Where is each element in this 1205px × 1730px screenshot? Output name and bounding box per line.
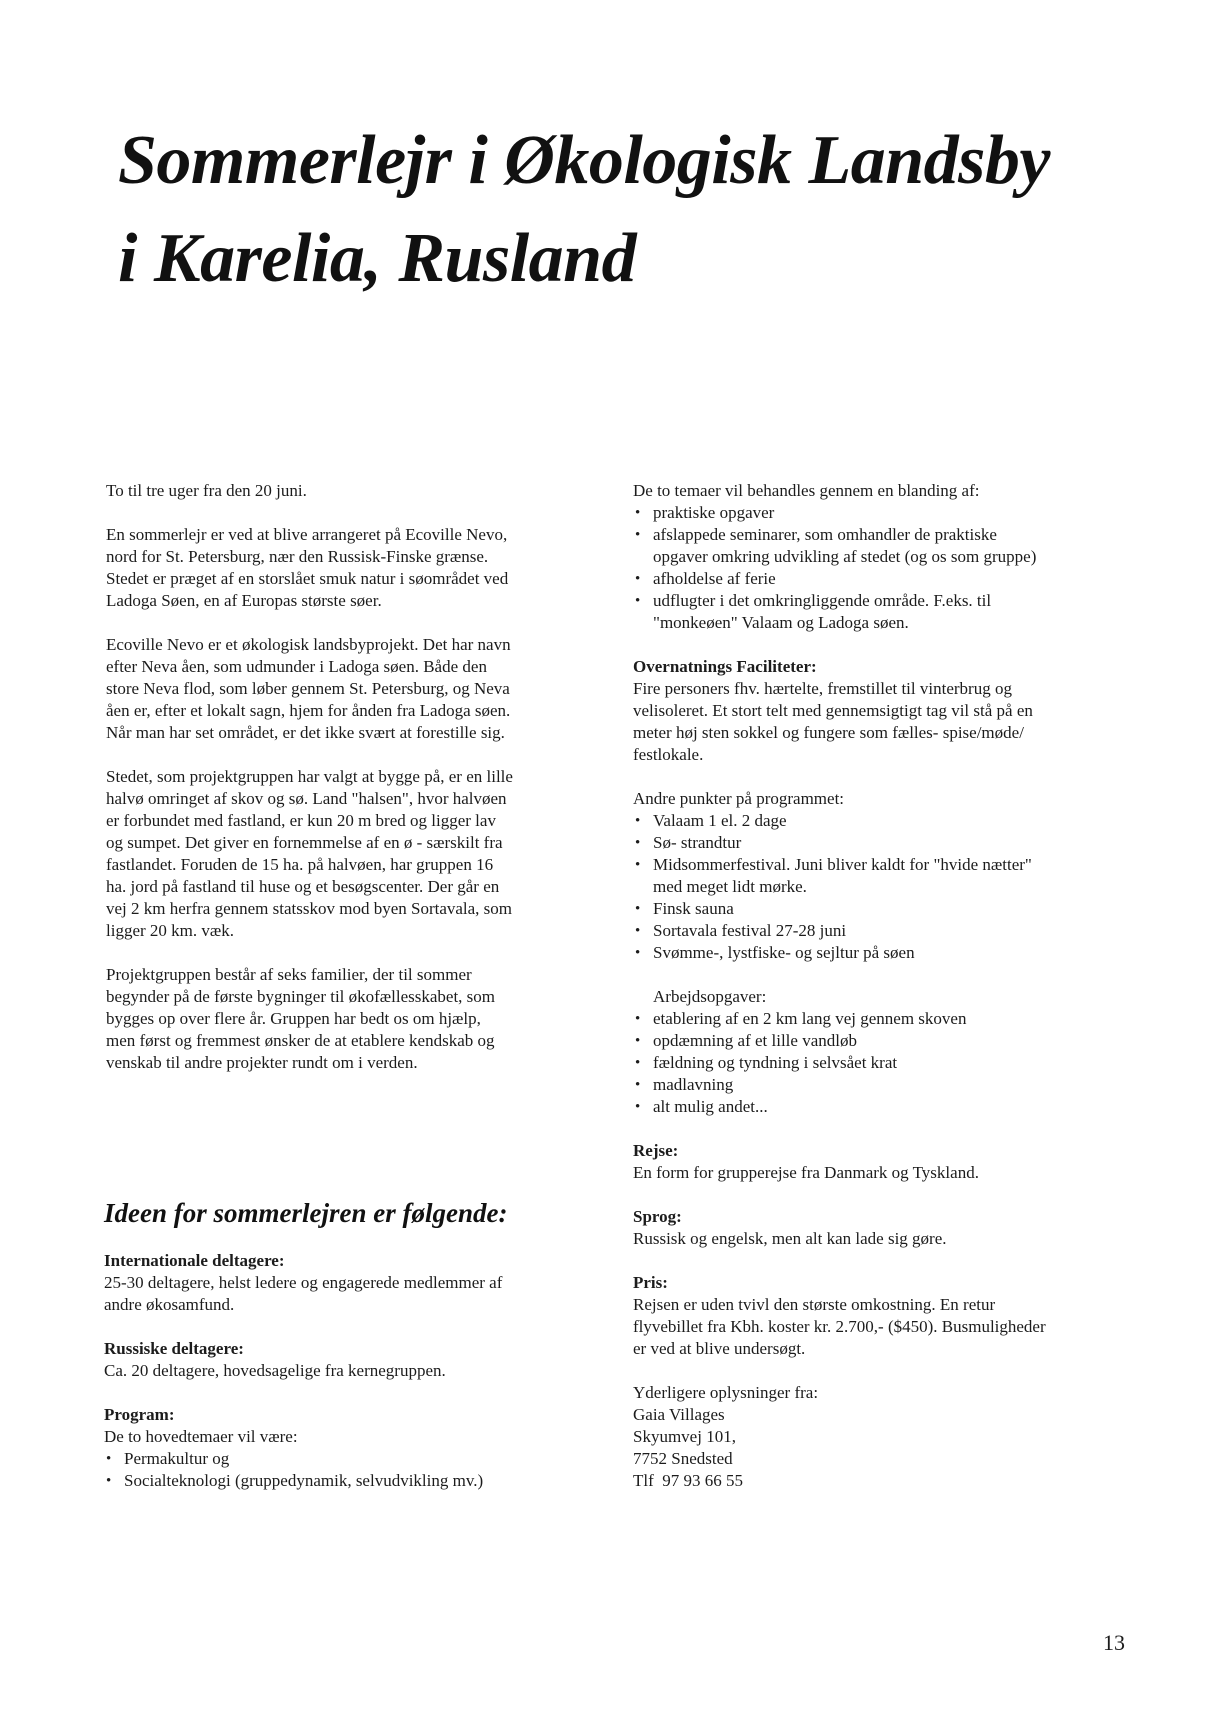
text-line: men først og fremmest ønsker de at etablere kendskab og [106, 1031, 495, 1050]
paragraph-4 [106, 964, 606, 1074]
text-line: En form for grupperejse fra Danmark og Tyskland. [633, 1163, 979, 1182]
text-line: store Neva flod, som løber gennem St. Petersburg, og Neva [106, 679, 510, 698]
text-line: Rejsen er uden tvivl den største omkostning. En retur [633, 1295, 996, 1314]
rejse-heading: Rejse: [633, 1141, 679, 1160]
pris-section [633, 1272, 1153, 1360]
text-line: festlokale. [633, 745, 704, 764]
text-line: bygges op over flere år. Gruppen har bedt os om hjælp, [106, 1009, 481, 1028]
text-line: Stedet er præget af en storslået smuk natur i søområdet ved [106, 569, 509, 588]
themes-section [633, 480, 1133, 634]
text-line: flyvebillet fra Kbh. koster kr. 2.700,- ($450). Busmuligheder [633, 1317, 1046, 1336]
paragraph-3 [106, 766, 606, 942]
text-line: Ca. 20 deltagere, hovedsagelige fra kernegruppen. [104, 1361, 446, 1380]
text-line: ligger 20 km. væk. [106, 921, 234, 940]
list-item [633, 590, 1133, 634]
arbejdsopgaver-list [633, 1008, 1133, 1118]
list-item: • etablering af en 2 km lang vej gennem skoven [633, 1008, 1133, 1030]
list-item: • alt mulig andet... [633, 1096, 1133, 1118]
themes-intro: De to temaer vil behandles gennem en blanding af: [633, 481, 980, 500]
list-item: • fældning og tyndning i selvsået krat [633, 1052, 1133, 1074]
international-section [104, 1250, 624, 1316]
text-line: nord for St. Petersburg, nær den Russisk-Finske grænse. [106, 547, 489, 566]
list-item [633, 568, 1133, 590]
text-line: er ved at blive undersøgt. [633, 1339, 806, 1358]
paragraph-2 [106, 634, 606, 744]
program-list [104, 1448, 624, 1492]
sprog-section [633, 1206, 1153, 1250]
title-line-2: i Karelia, Rusland [118, 220, 637, 297]
contact-line: Skyumvej 101, [633, 1427, 736, 1446]
rejse-section [633, 1140, 1153, 1184]
text-line: begynder på de første bygninger til økofællesskabet, som [106, 987, 496, 1006]
text-line: • Sø- strandtur [653, 833, 742, 852]
text-line: • Svømme-, lystfiske- og sejltur på søen [653, 943, 915, 962]
list-item [633, 854, 1133, 898]
text-line: En sommerlejr er ved at blive arrangeret på Ecoville Nevo, [106, 525, 508, 544]
text-line: velisoleret. Et stort telt med gennemsigtigt tag vil stå på en [633, 701, 1033, 720]
text-line: Ecoville Nevo er et økologisk landsbyprojekt. Det har navn [106, 635, 511, 654]
list-item [633, 920, 1133, 942]
russian-section [104, 1338, 624, 1382]
text-line: åen er, efter et lokalt sagn, hjem for ånden fra Ladoga søen. [106, 701, 511, 720]
overnatning-section [633, 656, 1133, 766]
text-line: Stedet, som projektgruppen har valgt at bygge på, er en lille [106, 767, 513, 786]
text-line: • afslappede seminarer, som omhandler de praktiske [653, 525, 997, 544]
text-line: vej 2 km herfra gennem statsskov mod byen Sortavala, som [106, 899, 513, 918]
text-line: venskab til andre projekter rundt om i verden. [106, 1053, 418, 1072]
text-line: • Finsk sauna [653, 899, 734, 918]
list-item: • opdæmning af et lille vandløb [633, 1030, 1133, 1052]
ideen-heading: Ideen for sommerlejren er følgende: [104, 1198, 508, 1228]
text-line: halvø omringet af skov og sø. Land "halsen", hvor halvøen [106, 789, 507, 808]
text-line: De to hovedtemaer vil være: [104, 1427, 298, 1446]
text-line: fastlandet. Foruden de 15 ha. på halvøen, har gruppen 16 [106, 855, 494, 874]
text-line: andre økosamfund. [104, 1295, 235, 1314]
text-line: med meget lidt mørke. [653, 877, 807, 896]
text-line: • praktiske opgaver [653, 503, 775, 522]
text-line: Når man har set området, er det ikke svært at forestille sig. [106, 723, 505, 742]
title-line-1: Sommerlejr i Økologisk Landsby [118, 122, 1050, 199]
intro-paragraph [106, 480, 606, 502]
text-line: meter høj sten sokkel og fungere som fælles- spise/møde/ [633, 723, 1024, 742]
text-line: Ladoga Søen, en af Europas største søer. [106, 591, 382, 610]
contact-section [633, 1382, 1153, 1492]
list-item [633, 524, 1133, 568]
text-line: • Midsommerfestival. Juni bliver kaldt for "hvide nætter" [653, 855, 1032, 874]
andre-intro: Andre punkter på programmet: [633, 789, 845, 808]
program-heading: Program: [104, 1405, 175, 1424]
text-line: 25-30 deltagere, helst ledere og engagerede medlemmer af [104, 1273, 503, 1292]
text-line: • afholdelse af ferie [653, 569, 776, 588]
page-number: 13 [1103, 1630, 1125, 1655]
contact-line: Gaia Villages [633, 1405, 725, 1424]
andre-list [633, 810, 1133, 964]
russian-heading: Russiske deltagere: [104, 1339, 244, 1358]
text-line: Russisk og engelsk, men alt kan lade sig gøre. [633, 1229, 947, 1248]
list-item: • Socialteknologi (gruppedynamik, selvudvikling mv.) [104, 1470, 624, 1492]
list-item [633, 942, 1133, 964]
text-line: • Valaam 1 el. 2 dage [653, 811, 787, 830]
international-heading: Internationale deltagere: [104, 1251, 285, 1270]
paragraph-1 [106, 524, 606, 612]
list-item [633, 810, 1133, 832]
overnatning-heading: Overnatnings Faciliteter: [633, 657, 817, 676]
right-bottom-section [633, 1140, 1153, 1514]
andre-section [633, 788, 1133, 964]
left-column [106, 480, 606, 1096]
text-line: • Sortavala festival 27-28 juni [653, 921, 847, 940]
list-item: • madlavning [633, 1074, 1133, 1096]
ideen-section [104, 1250, 624, 1514]
right-column [633, 480, 1133, 1140]
intro-line: To til tre uger fra den 20 juni. [106, 481, 307, 500]
contact-line: Yderligere oplysninger fra: [633, 1383, 819, 1402]
contact-line: Tlf 97 93 66 55 [633, 1471, 744, 1490]
themes-list [633, 502, 1133, 634]
sprog-heading: Sprog: [633, 1207, 682, 1226]
pris-heading: Pris: [633, 1273, 668, 1292]
text-line: efter Neva åen, som udmunder i Ladoga søen. Både den [106, 657, 487, 676]
text-line: opgaver omkring udvikling af stedet (og os som gruppe) [653, 547, 1037, 566]
arbejdsopgaver-section [633, 986, 1133, 1118]
text-line: "monkeøen" Valaam og Ladoga søen. [653, 613, 909, 632]
text-line: Projektgruppen består af seks familier, der til sommer [106, 965, 472, 984]
list-item [633, 832, 1133, 854]
program-section [104, 1404, 624, 1492]
contact-line: 7752 Snedsted [633, 1449, 733, 1468]
list-item: • Permakultur og [104, 1448, 624, 1470]
list-item [633, 898, 1133, 920]
text-line: Fire personers fhv. hærtelte, fremstillet til vinterbrug og [633, 679, 1012, 698]
arbejdsopgaver-intro: Arbejdsopgaver: [653, 987, 767, 1006]
text-line: • udflugter i det omkringliggende område. F.eks. til [653, 591, 992, 610]
text-line: og sumpet. Det giver en fornemmelse af en ø - særskilt fra [106, 833, 503, 852]
text-line: ha. jord på fastland til huse og et besøgscenter. Der går en [106, 877, 500, 896]
text-line: er forbundet med fastland, er kun 20 m bred og ligger lav [106, 811, 496, 830]
list-item [633, 502, 1133, 524]
page-title [118, 112, 1118, 308]
